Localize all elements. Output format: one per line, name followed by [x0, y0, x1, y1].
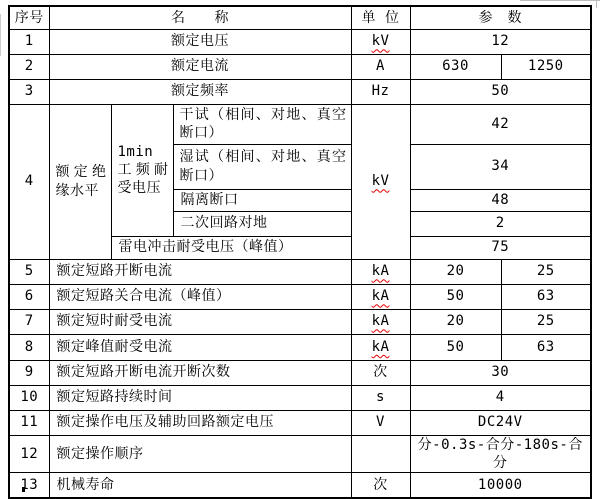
row-param: 50 — [410, 79, 591, 104]
table-row — [9, 334, 591, 360]
header-param: 参 数 — [410, 6, 591, 29]
row-item-name: 隔离断口 — [173, 189, 351, 211]
spec-table — [8, 5, 592, 499]
row-no: 10 — [9, 385, 49, 410]
row-unit: 次 — [351, 472, 410, 498]
row-item-name: 干试（相间、对地、真空断口） — [173, 104, 351, 144]
row-param: 2 — [410, 211, 591, 236]
row-param: 34 — [410, 144, 591, 189]
row-no: 7 — [9, 309, 49, 334]
table-row — [9, 309, 591, 334]
row-no: 12 — [9, 435, 49, 472]
row-name: 额定短路开断电流 — [49, 259, 351, 284]
row-name: 额定电流 — [49, 54, 351, 79]
row-no: 3 — [9, 79, 49, 104]
row-name: 额定操作顺序 — [49, 435, 351, 472]
row-no: 13 — [9, 472, 49, 498]
row-param: 42 — [410, 104, 591, 144]
row-name: 额定短路开断电流开断次数 — [49, 360, 351, 385]
row-no: 2 — [9, 54, 49, 79]
row-no: 9 — [9, 360, 49, 385]
row-param: 4 — [410, 385, 591, 410]
row-name: 额定电压 — [49, 29, 351, 54]
table-row — [9, 54, 591, 79]
row-name: 额定短路关合电流（峰值） — [49, 284, 351, 309]
row-param-2: 25 — [501, 259, 591, 284]
row-param-1: 630 — [410, 54, 501, 79]
table-row — [9, 284, 591, 309]
row-no: 6 — [9, 284, 49, 309]
table-row — [9, 259, 591, 284]
header-row — [9, 6, 591, 29]
screenshot-edge-line — [520, 0, 600, 1]
row-param-2: 25 — [501, 309, 591, 334]
row-param: 12 — [410, 29, 591, 54]
row-param: DC24V — [410, 410, 591, 435]
row-item-name: 湿试（相间、对地、真空断口） — [173, 144, 351, 189]
row-param-2: 63 — [501, 284, 591, 309]
row-unit: kA — [351, 334, 410, 360]
table-row — [9, 435, 591, 472]
screenshot-left-edge — [0, 14, 1, 56]
row-unit: A — [351, 54, 410, 79]
row-unit: 次 — [351, 360, 410, 385]
row-no: 8 — [9, 334, 49, 360]
header-unit: 单 位 — [351, 6, 410, 29]
row-param: 30 — [410, 360, 591, 385]
row-param-1: 50 — [410, 284, 501, 309]
row-unit: V — [351, 410, 410, 435]
row-param: 10000 — [410, 472, 591, 498]
row-unit — [351, 435, 410, 472]
row-name: 额定操作电压及辅助回路额定电压 — [49, 410, 351, 435]
row-unit: Hz — [351, 79, 410, 104]
row-param: 75 — [410, 236, 591, 259]
row-item-name: 雷电冲击耐受电压（峰值） — [111, 236, 351, 259]
row-param-1: 20 — [410, 309, 501, 334]
table-row — [9, 79, 591, 104]
row-no: 1 — [9, 29, 49, 54]
header-no: 序号 — [9, 6, 49, 29]
row-unit: kV — [351, 104, 410, 259]
row-no: 5 — [9, 259, 49, 284]
row-name: 机械寿命 — [49, 472, 351, 498]
row-group-name: 额定绝缘水平 — [49, 104, 111, 259]
row-unit: kA — [351, 309, 410, 334]
header-name: 名 称 — [49, 6, 351, 29]
table-row — [9, 472, 591, 498]
row-unit: s — [351, 385, 410, 410]
row-unit: kA — [351, 284, 410, 309]
row-param: 48 — [410, 189, 591, 211]
table-row — [9, 29, 591, 54]
row-name: 额定短路持续时间 — [49, 385, 351, 410]
row-param: 分-0.3s-合分-180s-合分 — [410, 435, 591, 472]
row-no: 4 — [9, 104, 49, 259]
row-param-2: 1250 — [501, 54, 591, 79]
row-no: 11 — [9, 410, 49, 435]
row-param-1: 50 — [410, 334, 501, 360]
screenshot-edge-tick — [596, 0, 597, 8]
table-row — [9, 360, 591, 385]
row-param-2: 63 — [501, 334, 591, 360]
row-item-name: 二次回路对地 — [173, 211, 351, 236]
row-name: 额定峰值耐受电流 — [49, 334, 351, 360]
row-unit: kA — [351, 259, 410, 284]
table-row — [9, 410, 591, 435]
table-row-group — [9, 104, 591, 144]
row-subgroup-name: 1min 工频耐受电压 — [111, 104, 173, 236]
row-name: 额定短时耐受电流 — [49, 309, 351, 334]
row-unit: kV — [351, 29, 410, 54]
table-row — [9, 385, 591, 410]
row-name: 额定频率 — [49, 79, 351, 104]
row-param-1: 20 — [410, 259, 501, 284]
